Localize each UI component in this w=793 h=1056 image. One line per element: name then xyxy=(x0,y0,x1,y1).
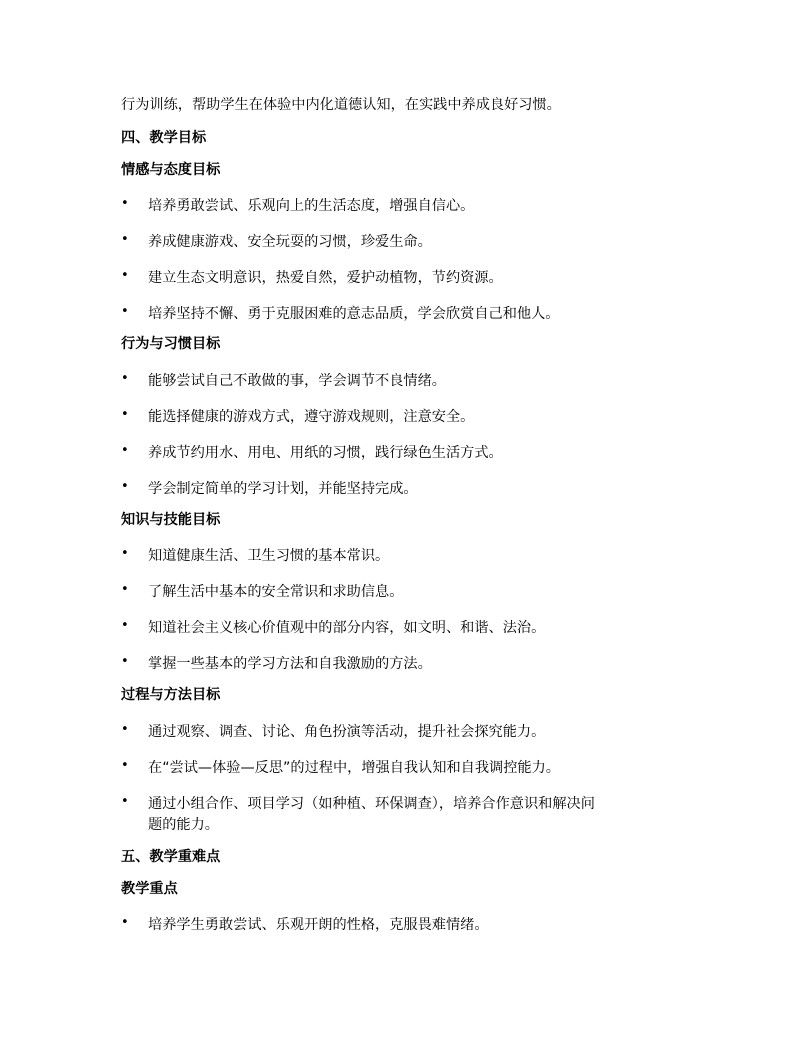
list-item: 培养学生勇敢尝试、乐观开朗的性格，克服畏难情绪。 xyxy=(148,917,489,933)
bullet-dot: • xyxy=(121,268,129,283)
bullet-dot: • xyxy=(121,618,129,633)
list-item: 培养勇敢尝试、乐观向上的生活态度，增强自信心。 xyxy=(148,198,475,214)
list-item: 学会制定简单的学习计划，并能坚持完成。 xyxy=(148,481,418,497)
bullet-dot: • xyxy=(121,546,129,561)
subheading-process-methods: 过程与方法目标 xyxy=(121,687,221,703)
list-item: 养成节约用水、用电、用纸的习惯，践行绿色生活方式。 xyxy=(148,445,503,461)
section-title-key-difficult-points: 五、教学重难点 xyxy=(121,849,221,865)
bullet-dot: • xyxy=(121,232,129,247)
list-item: 了解生活中基本的安全常识和求助信息。 xyxy=(148,584,404,600)
list-item: 养成健康游戏、安全玩耍的习惯，珍爱生命。 xyxy=(148,234,432,250)
bullet-dot: • xyxy=(121,582,129,597)
bullet-dot: • xyxy=(121,304,129,319)
list-item: 能够尝试自己不敢做的事，学会调节不良情绪。 xyxy=(148,373,446,389)
bullet-dot: • xyxy=(121,915,129,930)
list-item: 能选择健康的游戏方式，遵守游戏规则，注意安全。 xyxy=(148,409,475,425)
bullet-dot: • xyxy=(121,407,129,422)
bullet-dot: • xyxy=(121,196,129,211)
subheading-behavior-habits: 行为与习惯目标 xyxy=(121,336,221,352)
subheading-knowledge-skills: 知识与技能目标 xyxy=(121,512,221,528)
bullet-dot: • xyxy=(121,479,129,494)
list-item: 培养坚持不懈、勇于克服困难的意志品质，学会欣赏自己和他人。 xyxy=(148,306,560,322)
list-item: 通过小组合作、项目学习（如种植、环保调查），培养合作意识和解决问 xyxy=(148,796,595,812)
bullet-dot: • xyxy=(121,371,129,386)
section-title-teaching-goals: 四、教学目标 xyxy=(121,130,207,146)
intro-line: 行为训练，帮助学生在体验中内化道德认知，在实践中养成良好习惯。 xyxy=(121,97,561,113)
list-item: 知道社会主义核心价值观中的部分内容，如文明、和谐、法治。 xyxy=(148,620,546,636)
list-item-continuation: 题的能力。 xyxy=(148,817,219,833)
list-item: 在“尝试—体验—反思”的过程中，增强自我认知和自我调控能力。 xyxy=(148,760,560,776)
bullet-dot: • xyxy=(121,443,129,458)
bullet-dot: • xyxy=(121,654,129,669)
list-item: 通过观察、调查、讨论、角色扮演等活动，提升社会探究能力。 xyxy=(148,724,546,740)
list-item: 掌握一些基本的学习方法和自我激励的方法。 xyxy=(148,656,432,672)
subheading-emotion-attitude: 情感与态度目标 xyxy=(121,162,221,178)
bullet-dot: • xyxy=(121,722,129,737)
bullet-dot: • xyxy=(121,758,129,773)
bullet-dot: • xyxy=(121,794,129,809)
list-item: 知道健康生活、卫生习惯的基本常识。 xyxy=(148,548,390,564)
list-item: 建立生态文明意识，热爱自然，爱护动植物，节约资源。 xyxy=(148,270,503,286)
subheading-teaching-focus: 教学重点 xyxy=(121,881,178,897)
